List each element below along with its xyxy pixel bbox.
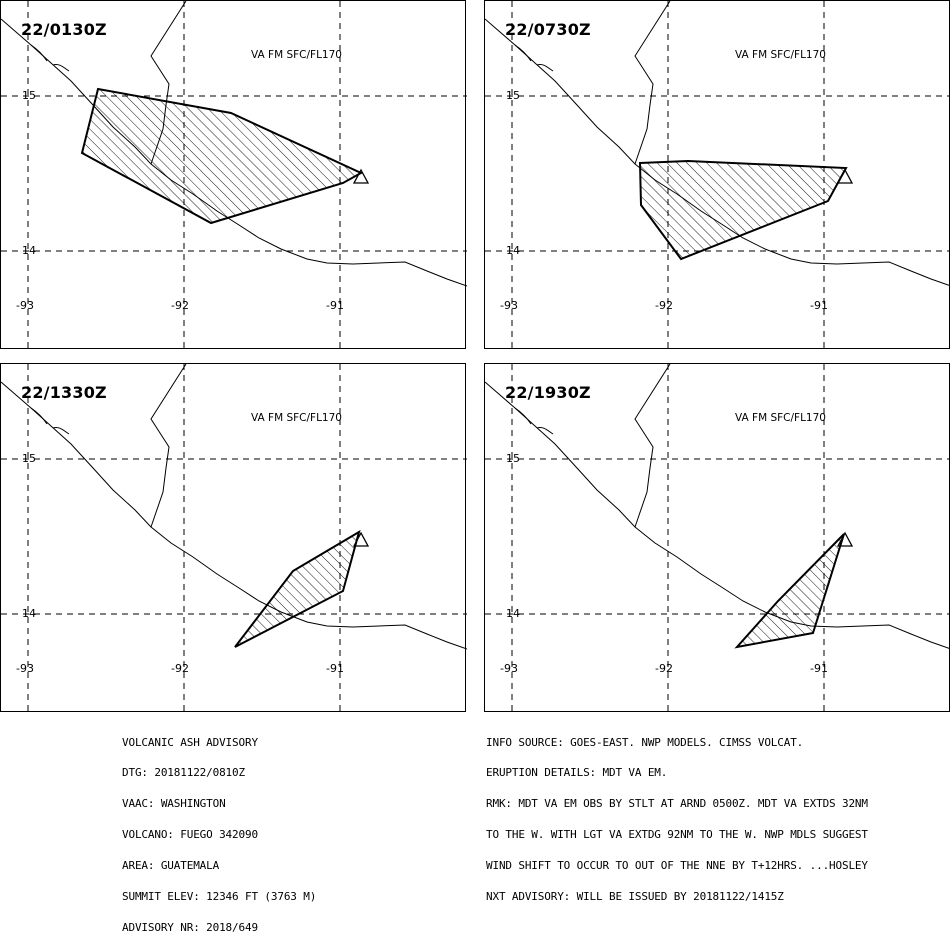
ash-cloud-polygon (640, 161, 846, 259)
advisory-line: DTG: 20181122/0810Z (122, 766, 245, 780)
panel-time-label: 22/1930Z (505, 383, 591, 402)
advisory-line: INFO SOURCE: GOES-EAST. NWP MODELS. CIMSS VOLCAT. (486, 735, 804, 749)
panel-level-label: VA FM SFC/FL170 (251, 49, 342, 61)
advisory-line: WIND SHIFT TO OCCUR TO OUT OF THE NNE BY T+12HRS. ...HOSLEY (486, 859, 868, 873)
advisory-line: VAAC: WASHINGTON (122, 797, 226, 811)
coastline-inlet (31, 408, 69, 434)
grid-lines (1, 364, 467, 713)
panel-level-label: VA FM SFC/FL170 (735, 412, 826, 424)
lat-label-15: 15 (506, 452, 520, 465)
ash-cloud-polygon (737, 534, 844, 647)
coastline (485, 382, 950, 649)
coastline (1, 382, 467, 649)
ash-cloud-polygon (82, 89, 361, 223)
advisory-left-block (122, 717, 316, 944)
advisory-line: SUMMIT ELEV: 12346 FT (3763 M) (122, 890, 317, 904)
advisory-line: VOLCANO: FUEGO 342090 (122, 828, 258, 842)
advisory-line: RMK: MDT VA EM OBS BY STLT AT ARND 0500Z. MDT VA EXTDS 32NM (486, 797, 868, 811)
lon-label-93: -93 (500, 662, 518, 675)
lon-label-91: -91 (326, 662, 344, 675)
advisory-line: ADVISORY NR: 2018/649 (122, 920, 258, 934)
advisory-line: NXT ADVISORY: WILL BE ISSUED BY 20181122/1415Z (486, 890, 784, 904)
advisory-right-block (486, 717, 868, 913)
advisory-line: TO THE W. WITH LGT VA EXTDG 92NM TO THE W. NWP MDLS SUGGEST (486, 828, 868, 842)
coastline-inlet (31, 45, 69, 71)
lon-label-92: -92 (655, 299, 673, 312)
lat-label-15: 15 (506, 89, 520, 102)
map-panel-4 (484, 363, 950, 712)
mexico-guatemala-border (635, 364, 670, 527)
lon-label-91: -91 (326, 299, 344, 312)
coastline (485, 19, 950, 286)
lon-label-92: -92 (655, 662, 673, 675)
lat-label-15: 15 (22, 452, 36, 465)
advisory-line: ERUPTION DETAILS: MDT VA EM. (486, 766, 668, 780)
map-panel-1 (0, 0, 466, 349)
mexico-guatemala-border (151, 364, 186, 527)
panel-time-label: 22/0730Z (505, 20, 591, 39)
advisory-line: AREA: GUATEMALA (122, 859, 220, 873)
lon-label-93: -93 (16, 662, 34, 675)
map-canvas-4 (485, 364, 950, 713)
lat-label-14: 14 (22, 607, 36, 620)
grid-lines (485, 364, 950, 713)
advisory-line: VOLCANIC ASH ADVISORY (122, 735, 258, 749)
lat-label-14: 14 (506, 607, 520, 620)
map-panel-2 (484, 0, 950, 349)
lat-label-14: 14 (22, 244, 36, 257)
map-canvas-1 (1, 1, 467, 350)
lon-label-93: -93 (16, 299, 34, 312)
lat-label-15: 15 (22, 89, 36, 102)
panel-time-label: 22/1330Z (21, 383, 107, 402)
panel-level-label: VA FM SFC/FL170 (735, 49, 826, 61)
coastline-inlet (515, 408, 553, 434)
lon-label-92: -92 (171, 662, 189, 675)
coastline-inlet (515, 45, 553, 71)
map-canvas-3 (1, 364, 467, 713)
panel-level-label: VA FM SFC/FL170 (251, 412, 342, 424)
lat-label-14: 14 (506, 244, 520, 257)
mexico-guatemala-border (635, 1, 670, 164)
map-panel-3 (0, 363, 466, 712)
lon-label-91: -91 (810, 299, 828, 312)
panel-time-label: 22/0130Z (21, 20, 107, 39)
map-canvas-2 (485, 1, 950, 350)
lon-label-91: -91 (810, 662, 828, 675)
lon-label-92: -92 (171, 299, 189, 312)
lon-label-93: -93 (500, 299, 518, 312)
